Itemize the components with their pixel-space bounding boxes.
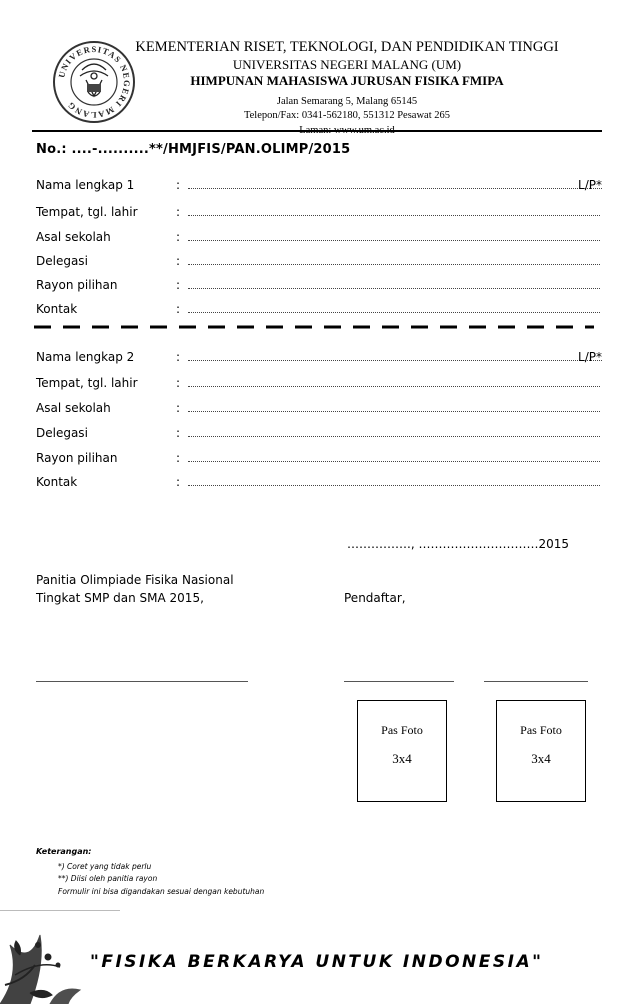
field-colon: : xyxy=(176,178,181,192)
field-colon: : xyxy=(176,302,181,316)
form-row-contact-2[interactable] xyxy=(36,475,602,491)
registrant-label: Pendaftar, xyxy=(344,591,406,605)
gender-option: L/P* xyxy=(578,178,602,192)
document-number: No.: ....-..........**/HMJFIS/PAN.OLIMP/2015 xyxy=(36,142,351,157)
field-label: Tempat, tgl. lahir xyxy=(36,376,138,390)
notes-title: Keterangan: xyxy=(36,847,92,856)
form-row-delegation-1[interactable] xyxy=(36,254,602,270)
footer-motto: "FISIKA BERKARYA UNTUK INDONESIA" xyxy=(90,952,544,972)
form-row-name-2[interactable] xyxy=(36,350,602,366)
field-label: Rayon pilihan xyxy=(36,451,118,465)
field-colon: : xyxy=(176,205,181,219)
form-row-rayon-1[interactable] xyxy=(36,278,602,294)
fill-line[interactable] xyxy=(188,436,600,437)
committee-signature-line[interactable] xyxy=(36,681,248,682)
form-row-school-1[interactable] xyxy=(36,230,602,246)
registrant-2-signature-line[interactable] xyxy=(484,681,588,682)
field-label: Kontak xyxy=(36,302,78,316)
field-label: Nama lengkap 1 xyxy=(36,178,135,192)
committee-title-line1: Panitia Olimpiade Fisika Nasional xyxy=(36,573,234,587)
fill-line[interactable] xyxy=(188,188,602,189)
fill-line[interactable] xyxy=(188,312,600,313)
photo-box-2[interactable] xyxy=(496,700,586,802)
footer-thin-rule xyxy=(0,910,120,911)
header-phone: Telepon/Fax: 0341-562180, 551312 Pesawat 265 xyxy=(243,110,451,121)
fill-line[interactable] xyxy=(188,264,600,265)
photo-label: Pas Foto xyxy=(520,723,562,737)
fill-line[interactable] xyxy=(188,288,600,289)
field-label: Asal sekolah xyxy=(36,401,111,415)
field-label: Delegasi xyxy=(36,426,88,440)
field-label: Asal sekolah xyxy=(36,230,111,244)
form-row-birth-1[interactable] xyxy=(36,205,602,221)
field-colon: : xyxy=(176,475,181,489)
registrant-1-signature-line[interactable] xyxy=(344,681,454,682)
field-colon: : xyxy=(176,401,181,415)
form-row-contact-1[interactable] xyxy=(36,302,602,318)
gender-option: L/P* xyxy=(578,350,602,364)
header-address: Jalan Semarang 5, Malang 65145 xyxy=(276,96,418,107)
photo-label: Pas Foto xyxy=(381,723,423,737)
cut-divider xyxy=(34,320,594,334)
field-label: Rayon pilihan xyxy=(36,278,118,292)
header-organization: HIMPUNAN MAHASISWA JURUSAN FISIKA FMIPA xyxy=(190,73,504,88)
fill-line[interactable] xyxy=(188,215,600,216)
fill-line[interactable] xyxy=(188,461,600,462)
field-colon: : xyxy=(176,278,181,292)
place-date-line[interactable]: ……………., …………………………2015 xyxy=(347,537,569,551)
photo-size: 3x4 xyxy=(392,751,412,766)
field-label: Tempat, tgl. lahir xyxy=(36,205,138,219)
fill-line[interactable] xyxy=(188,240,600,241)
form-row-school-2[interactable] xyxy=(36,401,602,417)
fill-line[interactable] xyxy=(188,360,602,361)
form-row-birth-2[interactable] xyxy=(36,376,602,392)
form-row-rayon-2[interactable] xyxy=(36,451,602,467)
photo-box-1[interactable] xyxy=(357,700,447,802)
photo-size: 3x4 xyxy=(531,751,551,766)
field-colon: : xyxy=(176,230,181,244)
note-item: *) Coret yang tidak perlu xyxy=(58,862,152,871)
fill-line[interactable] xyxy=(188,485,600,486)
header-ministry: KEMENTERIAN RISET, TEKNOLOGI, DAN PENDIDIKAN TINGGI xyxy=(135,39,559,55)
logo-ring-text: UNIVERSITAS NEGERI MALANG xyxy=(56,43,133,121)
field-colon: : xyxy=(176,426,181,440)
field-label: Delegasi xyxy=(36,254,88,268)
field-colon: : xyxy=(176,376,181,390)
form-row-delegation-2[interactable] xyxy=(36,426,602,442)
field-label: Nama lengkap 2 xyxy=(36,350,135,364)
field-colon: : xyxy=(176,254,181,268)
header-divider xyxy=(32,130,602,132)
fill-line[interactable] xyxy=(188,411,600,412)
field-colon: : xyxy=(176,451,181,465)
header-university: UNIVERSITAS NEGERI MALANG (UM) xyxy=(232,57,462,72)
committee-title-line2: Tingkat SMP dan SMA 2015, xyxy=(36,591,204,605)
form-row-name-1[interactable] xyxy=(36,178,602,194)
fill-line[interactable] xyxy=(188,386,600,387)
note-item: **) Diisi oleh panitia rayon xyxy=(58,874,158,883)
field-label: Kontak xyxy=(36,475,78,489)
field-colon: : xyxy=(176,350,181,364)
note-item: Formulir ini bisa digandakan sesuai dengan kebutuhan xyxy=(58,887,265,896)
